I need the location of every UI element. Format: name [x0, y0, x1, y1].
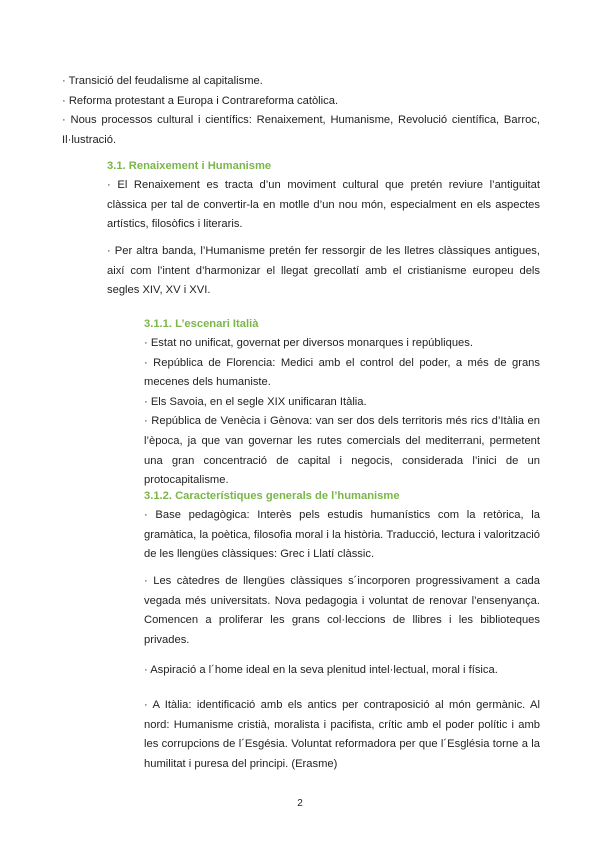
section-3-1-1-list — [144, 334, 540, 491]
list-item: · República de Venècia i Gènova: van ser dos dels territoris més rics d’Itàlia en l’època, ja que van governar les rutes comercials del mediterrani, permetent una gran concentració de capital i negocis, considerada l’inici de un protocapitalisme. — [144, 415, 540, 487]
section-3-1-heading: 3.1. Renaixement i Humanisme — [107, 160, 272, 172]
page-number: 2 — [297, 798, 303, 809]
section-3-1-1-heading: 3.1.1. L’escenari Italià — [144, 318, 259, 330]
list-item: · República de Florencia: Medici amb el control del poder, a més de grans mecenes dels humaniste. — [144, 356, 540, 389]
intro-item: · Nous processos cultural i científics: Renaixement, Humanisme, Revolució científica, Barroc, Il·lustració. — [62, 114, 540, 146]
section-3-1-2-item: · Aspiració a l´home ideal en la seva plenitud intel·lectual, moral i física. — [144, 664, 498, 676]
intro-list — [62, 72, 540, 150]
intro-item: · Reforma protestant a Europa i Contrareforma catòlica. — [62, 94, 339, 107]
section-3-1-paragraph: · El Renaixement es tracta d’un moviment cultural que pretén reviure l’antiguitat clàssica per tal de convertir-la en motlle d’un nou món, especialment en els aspectes artístics, filosòfics i literaris. — [107, 179, 540, 231]
intro-item: · Transició del feudalisme al capitalisme. — [62, 75, 263, 87]
section-3-1-2-item: · Les càtedres de llengües clàssiques s´incorporen progressivament a cada vegada més universitats. Nova pedagogia i voluntat de renovar l’ensenyança. Comencen a proliferar les grans col·leccions de llibres i les biblioteques privades. — [144, 575, 540, 646]
list-item: · Estat no unificat, governat per diversos monarques i repúbliques. — [144, 337, 473, 349]
section-3-1-2-item: · Base pedagògica: Interès pels estudis humanístics com la retòrica, la gramàtica, la poètica, filosofia moral i la història. Traducció, lectura i valorització de les llengües clàssiques: Grec i Llatí clàssic. — [144, 509, 540, 561]
list-item: · Els Savoia, en el segle XIX unificaran Itàlia. — [144, 395, 367, 408]
section-3-1-paragraph: · Per altra banda, l’Humanisme pretén fer ressorgir de les lletres clàssiques antigues, així com l’intent d’harmonizar el llegat grecollatí amb el cristianisme europeu dels segles XIV, XV i XVI. — [107, 245, 540, 297]
section-3-1-2-item: · A Itàlia: identificació amb els antics per contraposició al món germànic. Al nord: Humanisme cristià, moralista i pacifista, crític amb el poder polític i amb les corrupcions de l´Esgésia. Voluntat reformadora per que l´Església torne a la humilitat i puresa del principi. (Erasme) — [144, 699, 540, 770]
section-3-1-2-heading: 3.1.2. Característiques generals de l’humanisme — [144, 490, 400, 502]
